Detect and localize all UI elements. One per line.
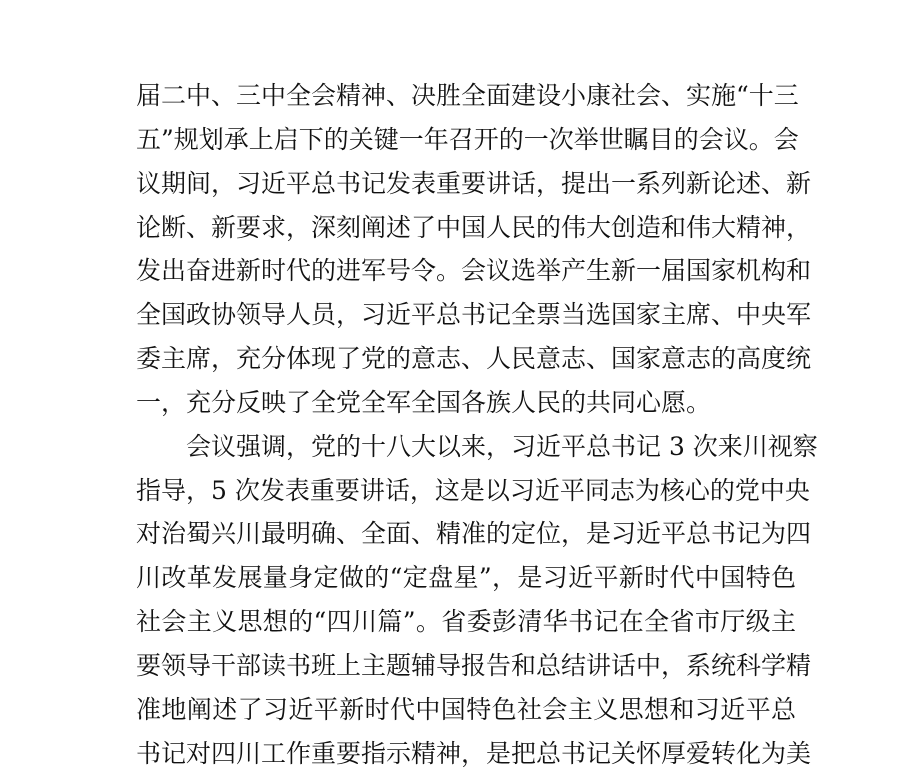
text-line: 五”规划承上启下的关键一年召开的一次举世瞩目的会议。会: [136, 125, 799, 154]
text-line: 委主席，充分体现了党的意志、人民意志、国家意志的高度统: [136, 344, 812, 373]
text-line: 指导，5 次发表重要讲话，这是以习近平同志为核心的党中央: [136, 476, 810, 505]
text-line: 川改革发展量身定做的“定盘星”，是习近平新时代中国特色: [136, 563, 796, 592]
text-line: 准地阐述了习近平新时代中国特色社会主义思想和习近平总: [136, 695, 796, 724]
text-line: 社会主义思想的“四川篇”。省委彭清华书记在全省市厅级主: [136, 607, 796, 636]
paragraph-end-line: 一，充分反映了全党全军全国各族人民的共同心愿。: [136, 388, 712, 417]
text-line: 对治蜀兴川最明确、全面、精准的定位，是习近平总书记为四: [136, 519, 812, 548]
text-line: 全国政协领导人员，习近平总书记全票当选国家主席、中央军: [136, 300, 812, 329]
text-line: 届二中、三中全会精神、决胜全面建设小康社会、实施“十三: [136, 81, 799, 110]
text-line: 要领导干部读书班上主题辅导报告和总结讲话中，系统科学精: [136, 651, 812, 680]
text-line: 议期间，习近平总书记发表重要讲话，提出一系列新论述、新: [136, 169, 812, 198]
text-line: 论断、新要求，深刻阐述了中国人民的伟大创造和伟大精神，: [136, 213, 812, 242]
text-line: 发出奋进新时代的进军号令。会议选举产生新一届国家机构和: [136, 256, 812, 285]
paragraph-start-line: 会议强调，党的十八大以来，习近平总书记 3 次来川视察: [186, 432, 818, 461]
text-line: 书记对四川工作重要指示精神，是把总书记关怀厚爱转化为美: [136, 739, 812, 768]
